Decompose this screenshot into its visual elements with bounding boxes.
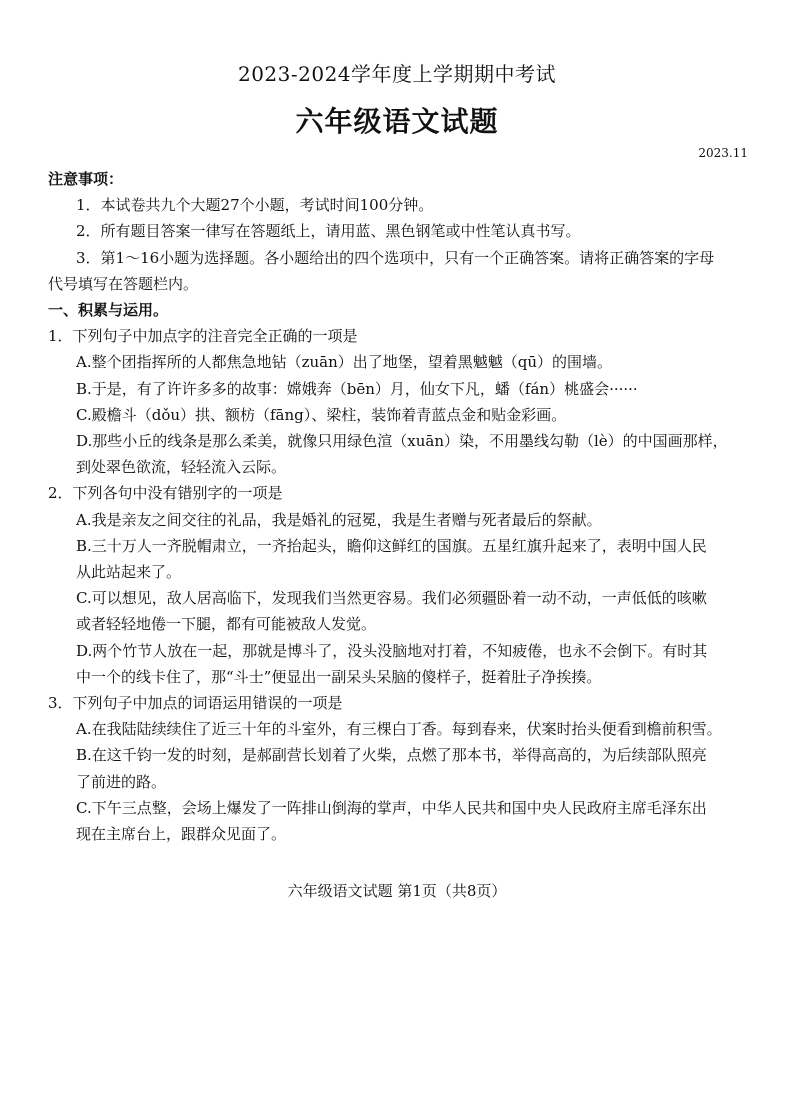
notice-item: 1．本试卷共九个大题27个小题，考试时间100分钟。 [76, 196, 434, 215]
option-c-continued: 现在主席台上，跟群众见面了。 [76, 825, 287, 844]
option-b: B.三十万人一齐脱帽肃立，一齐抬起头，瞻仰这鲜红的国旗。五星红旗升起来了，表明中国人民 [76, 536, 707, 555]
page-footer: 六年级语文试题 第1页（共8页） [287, 882, 507, 900]
option-b-continued: 从此站起来了。 [76, 563, 182, 582]
option-b: B.在这千钧一发的时刻，是郝副营长划着了火柴，点燃了那本书，举得高高的，为后续部队照亮 [76, 746, 707, 765]
question-stem: 3．下列句子中加点的词语运用错误的一项是 [48, 694, 343, 713]
option-d: D.那些小丘的线条是那么柔美，就像只用绿色渲（xuān）染，不用墨线勾勒（lè）的中国画那样， [76, 432, 728, 451]
option-d: D.两个竹节人放在一起，那就是博斗了，没头没脑地对打着，不知疲倦，也永不会倒下。有时其 [76, 641, 708, 660]
section-heading: 一、积累与运用。 [48, 301, 169, 320]
question-stem: 1．下列句子中加点字的注音完全正确的一项是 [48, 327, 358, 346]
option-c-continued: 或者轻轻地倦一下腿，都有可能被敌人发觉。 [76, 615, 377, 634]
option-d-continued: 中一个的线卡住了，那“斗士”便显出一副呆头呆脑的傻样子，挺着肚子净挨揍。 [76, 667, 602, 686]
notice-item: 2．所有题目答案一律写在答题纸上，请用蓝、黑色钢笔或中性笔认真书写。 [76, 222, 581, 241]
notice-item: 3．第1～16小题为选择题。各小题给出的四个选项中，只有一个正确答案。请将正确答案的字母 [76, 248, 715, 267]
option-c: C.可以想见，敌人居高临下，发现我们当然更容易。我们必须疆卧着一动不动，一声低低的咳嗽 [76, 589, 707, 608]
notice-item-continued: 代号填写在答题栏内。 [48, 274, 199, 293]
notice-heading: 注意事项： [48, 170, 124, 188]
option-b-continued: 了前进的路。 [76, 772, 167, 791]
option-c: C.殿檐斗（dǒu）拱、额枋（fāng）、梁柱，装饰着青蓝点金和贴金彩画。 [76, 405, 567, 424]
exam-date: 2023.11 [698, 146, 748, 160]
option-a: A.我是亲友之间交往的礼品，我是婚礼的冠冕，我是生者赠与死者最后的祭献。 [76, 510, 602, 529]
option-b: B.于是，有了许许多多的故事：嫦娥奔（bēn）月，仙女下凡，蟠（fán）桃盛会······ [76, 379, 638, 398]
option-a: A.整个团指挥所的人都焦急地钻（zuān）出了地堡，望着黑魆魆（qū）的围墙。 [76, 353, 613, 372]
question-stem: 2．下列各句中没有错别字的一项是 [48, 484, 283, 503]
exam-body [48, 166, 748, 847]
option-c: C.下午三点整，会场上爆发了一阵排山倒海的掌声，中华人民共和国中央人民政府主席毛泽东出 [76, 798, 707, 817]
exam-title: 2023-2024学年度上学期期中考试 [237, 62, 557, 86]
paper-title: 六年级语文试题 [295, 105, 499, 138]
option-a: A.在我陆陆续续住了近三十年的斗室外，有三棵白丁香。每到春来，伏案时抬头便看到檐前积雪。 [76, 720, 722, 739]
option-d-continued: 到处翠色欲流，轻轻流入云际。 [76, 458, 287, 477]
